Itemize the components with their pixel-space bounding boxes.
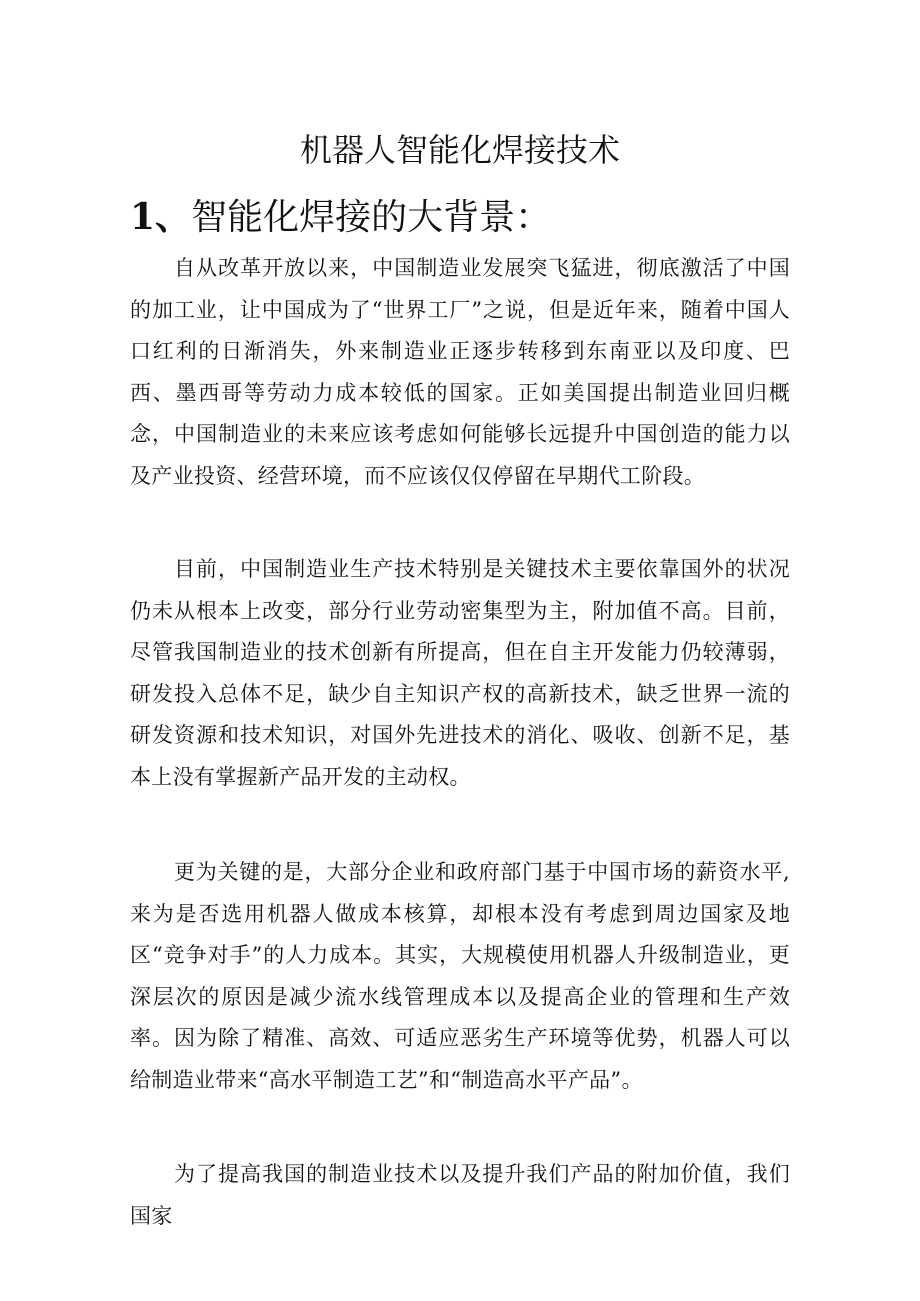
paragraph: 为了提高我国的制造业技术以及提升我们产品的附加价值，我们国家 xyxy=(130,1162,790,1228)
section-heading-text: 智能化焊接的大背景： xyxy=(191,197,552,238)
document-title: 机器人智能化焊接技术 xyxy=(299,131,620,169)
section-number: 1、 xyxy=(130,196,192,238)
paragraph: 自从改革开放以来，中国制造业发展突飞猛进，彻底激活了中国的加工业，让中国成为了“世界工厂”之说，但是近年来，随着中国人口红利的日渐消失，外来制造业正逐步转移到东南亚以及印度、巴西、墨西哥等劳动力成本较低的国家。正如美国提出制造业回归概念，中国制造业的未来应该考虑如何能够长远提升中国创造的能力以及产业投资、经营环境，而不应该仅仅停留在早期代工阶段。 xyxy=(130,256,790,488)
paragraph: 更为关键的是，大部分企业和政府部门基于中国市场的薪资水平,来为是否选用机器人做成本核算，却根本没有考虑到周边国家及地区“竞争对手”的人力成本。其实，大规模使用机器人升级制造业，更深层次的原因是减少流水线管理成本以及提高企业的管理和生产效率。因为除了精准、高效、可适应恶劣生产环境等优势，机器人可以给制造业带来“高水平制造工艺”和“制造高水平产品”。 xyxy=(130,860,790,1092)
paragraph: 目前，中国制造业生产技术特别是关键技术主要依靠国外的状况仍未从根本上改变，部分行业劳动密集型为主，附加值不高。目前，尽管我国制造业的技术创新有所提高，但在自主开发能力仍较薄弱，研发投入总体不足，缺少自主知识产权的高新技术，缺乏世界一流的研发资源和技术知识，对国外先进技术的消化、吸收、创新不足，基本上没有掌握新产品开发的主动权。 xyxy=(130,557,790,789)
section-heading xyxy=(130,192,551,243)
